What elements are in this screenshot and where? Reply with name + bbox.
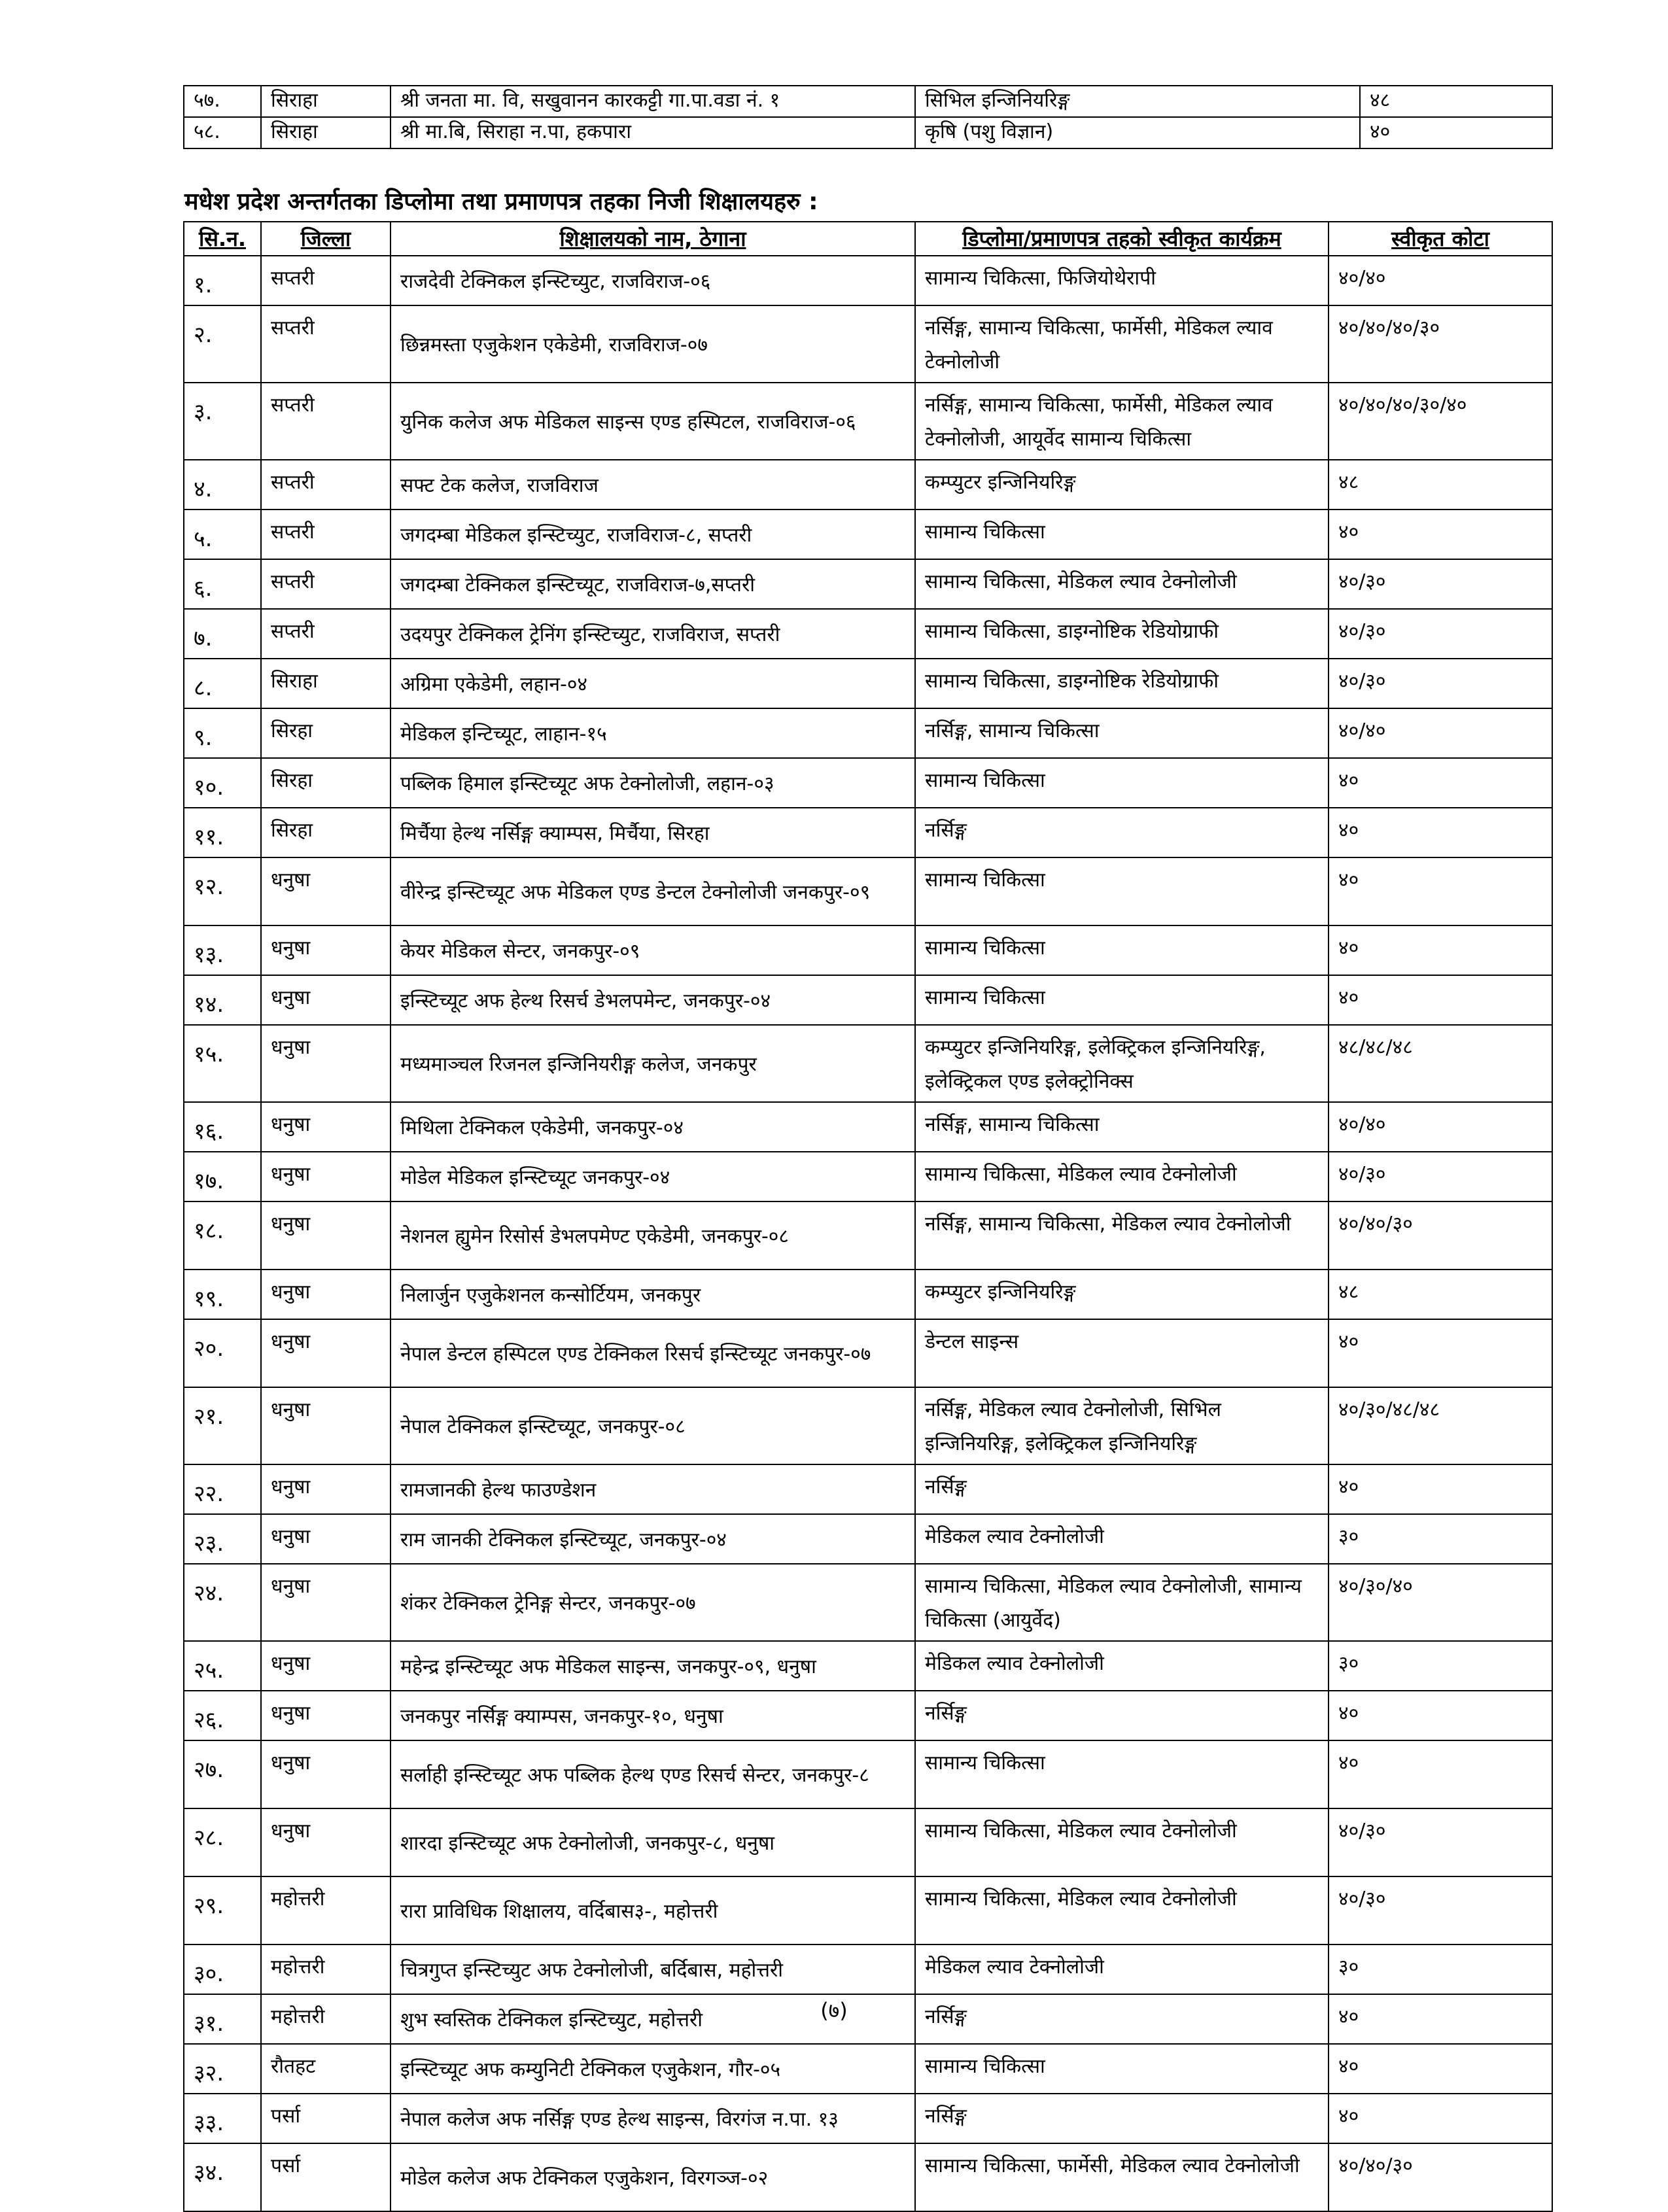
cell-quota: ४० (1329, 510, 1552, 559)
cell-quota: ४०/३० (1329, 1808, 1552, 1876)
cell-quota: ४० (1329, 2044, 1552, 2094)
cell-program: सामान्य चिकित्सा, फिजियोथेरापी (915, 256, 1329, 305)
cell-quota: ४८ (1329, 460, 1552, 510)
cell-district: सिरहा (261, 708, 391, 758)
cell-name: छिन्नमस्ता एजुकेशन एकेडेमी, राजविराज-०७ (391, 305, 915, 383)
cell-quota: ४८/४८/४८ (1329, 1025, 1552, 1102)
table-row (184, 117, 1552, 148)
cell-district: धनुषा (261, 925, 391, 975)
table-row (184, 708, 1552, 758)
cell-sn: ३३. (184, 2094, 261, 2143)
cell-name: शारदा इन्स्टिच्यूट अफ टेक्नोलोजी, जनकपुर-८, धनुषा (391, 1808, 915, 1876)
cell-sn: १३. (184, 925, 261, 975)
cell-district: सप्तरी (261, 305, 391, 383)
cell-program: नर्सिङ्ग, सामान्य चिकित्सा, मेडिकल ल्याव टेक्नोलोजी (915, 1201, 1329, 1270)
cell-quota: ४०/३० (1329, 609, 1552, 659)
table-row (184, 1564, 1552, 1641)
cell-name: महेन्द्र इन्स्टिच्यूट अफ मेडिकल साइन्स, जनकपुर-०९, धनुषा (391, 1641, 915, 1691)
cell-sn: ३०. (184, 1944, 261, 1994)
cell-name: जगदम्बा टेक्निकल इन्स्टिच्यूट, राजविराज-७,सप्तरी (391, 559, 915, 609)
cell-name: अग्रिमा एकेडेमी, लहान-०४ (391, 659, 915, 708)
cell-quota: ४० (1329, 2094, 1552, 2143)
cell-sn: २. (184, 305, 261, 383)
cell-sn: २७. (184, 1740, 261, 1808)
cell-district: सिराहा (261, 86, 391, 117)
cell-sn: १५. (184, 1025, 261, 1102)
table-row (184, 1102, 1552, 1152)
cell-program: सिभिल इन्जिनियरिङ्ग (915, 86, 1360, 117)
cell-sn: ४. (184, 460, 261, 510)
cell-sn: २९. (184, 1876, 261, 1944)
cell-name: मेडिकल इन्टिच्यूट, लाहान-१५ (391, 708, 915, 758)
cell-name: उदयपुर टेक्निकल ट्रेनिंग इन्स्टिच्युट, राजविराज, सप्तरी (391, 609, 915, 659)
cell-quota: ४० (1329, 1994, 1552, 2044)
private-institutions-table (183, 221, 1553, 2212)
table-row (184, 1319, 1552, 1387)
cell-sn: १८. (184, 1201, 261, 1270)
cell-district: धनुषा (261, 1740, 391, 1808)
cell-district: धनुषा (261, 1641, 391, 1691)
cell-quota: ४० (1329, 975, 1552, 1025)
cell-name: श्री जनता मा. वि, सखुवानन कारकट्टी गा.पा.वडा नं. १ (391, 86, 915, 117)
cell-quota: ४० (1329, 1319, 1552, 1387)
cell-program: सामान्य चिकित्सा, डाइग्नोष्टिक रेडियोग्राफी (915, 659, 1329, 708)
cell-sn: २२. (184, 1464, 261, 1514)
cell-name: रारा प्राविधिक शिक्षालय, वर्दिबास३-, महोत्तरी (391, 1876, 915, 1944)
table-row (184, 2094, 1552, 2143)
cell-sn: २१. (184, 1387, 261, 1464)
header-program: डिप्लोमा/प्रमाणपत्र तहको स्वीकृत कार्यक्रम (915, 222, 1329, 256)
cell-program: सामान्य चिकित्सा, फार्मेसी, मेडिकल ल्याव टेक्नोलोजी (915, 2143, 1329, 2211)
cell-program: सामान्य चिकित्सा, डाइग्नोष्टिक रेडियोग्राफी (915, 609, 1329, 659)
table-row (184, 1740, 1552, 1808)
cell-district: महोत्तरी (261, 1944, 391, 1994)
table-row (184, 925, 1552, 975)
continued-table (183, 85, 1553, 149)
cell-program: सामान्य चिकित्सा (915, 758, 1329, 808)
cell-district: सप्तरी (261, 383, 391, 460)
cell-sn: ११. (184, 808, 261, 857)
cell-sn: १. (184, 256, 261, 305)
table-row (184, 659, 1552, 708)
cell-district: महोत्तरी (261, 1994, 391, 2044)
cell-district: रौतहट (261, 2044, 391, 2094)
cell-name: मिथिला टेक्निकल एकेडेमी, जनकपुर-०४ (391, 1102, 915, 1152)
cell-sn: २४. (184, 1564, 261, 1641)
cell-name: युनिक कलेज अफ मेडिकल साइन्स एण्ड हस्पिटल, राजविराज-०६ (391, 383, 915, 460)
continued-table-body (184, 86, 1552, 148)
cell-program: सामान्य चिकित्सा (915, 925, 1329, 975)
cell-district: सिराहा (261, 117, 391, 148)
cell-quota: ४०/३० (1329, 659, 1552, 708)
cell-program: मेडिकल ल्याव टेक्नोलोजी (915, 1514, 1329, 1564)
table-row (184, 857, 1552, 925)
cell-quota: ४० (1329, 857, 1552, 925)
table-row (184, 975, 1552, 1025)
cell-district: धनुषा (261, 1564, 391, 1641)
cell-quota: ४० (1329, 1464, 1552, 1514)
table-row (184, 1387, 1552, 1464)
cell-program: सामान्य चिकित्सा, मेडिकल ल्याव टेक्नोलोजी (915, 559, 1329, 609)
cell-name: जनकपुर नर्सिङ्ग क्याम्पस, जनकपुर-१०, धनुषा (391, 1691, 915, 1740)
cell-name: मोडेल मेडिकल इन्स्टिच्यूट जनकपुर-०४ (391, 1152, 915, 1201)
table-row (184, 383, 1552, 460)
cell-name: नेपाल डेन्टल हस्पिटल एण्ड टेक्निकल रिसर्च इन्स्टिच्यूट जनकपुर-०७ (391, 1319, 915, 1387)
table-row (184, 1876, 1552, 1944)
table-row (184, 2044, 1552, 2094)
table-row (184, 1201, 1552, 1270)
cell-quota: ४०/४०/३० (1329, 2143, 1552, 2211)
table-row (184, 559, 1552, 609)
cell-sn: ५७. (184, 86, 261, 117)
cell-quota: ४८ (1329, 1270, 1552, 1319)
cell-program: कम्प्युटर इन्जिनियरिङ्ग (915, 1270, 1329, 1319)
cell-quota: ४०/३० (1329, 559, 1552, 609)
table-row (184, 1944, 1552, 1994)
cell-quota: ४०/३०/४८/४८ (1329, 1387, 1552, 1464)
cell-quota: ४०/४०/३० (1329, 1201, 1552, 1270)
cell-district: सप्तरी (261, 460, 391, 510)
cell-quota: ४०/४० (1329, 256, 1552, 305)
cell-program: मेडिकल ल्याव टेक्नोलोजी (915, 1944, 1329, 1994)
cell-quota: ४० (1329, 1740, 1552, 1808)
table-row (184, 1270, 1552, 1319)
cell-program: डेन्टल साइन्स (915, 1319, 1329, 1387)
cell-name: निलार्जुन एजुकेशनल कन्सोर्टियम, जनकपुर (391, 1270, 915, 1319)
cell-program: सामान्य चिकित्सा (915, 1740, 1329, 1808)
cell-quota: ४०/४० (1329, 1102, 1552, 1152)
cell-district: पर्सा (261, 2143, 391, 2211)
cell-quota: ४०/३० (1329, 1152, 1552, 1201)
header-row (184, 222, 1552, 256)
cell-district: धनुषा (261, 1025, 391, 1102)
cell-program: सामान्य चिकित्सा, मेडिकल ल्याव टेक्नोलोजी, सामान्य चिकित्सा (आयुर्वेद) (915, 1564, 1329, 1641)
cell-district: धनुषा (261, 1464, 391, 1514)
cell-program: नर्सिङ्ग (915, 1994, 1329, 2044)
cell-name: नेशनल ह्युमेन रिसोर्स डेभलपमेण्ट एकेडेमी, जनकपुर-०८ (391, 1201, 915, 1270)
cell-name: श्री मा.बि, सिराहा न.पा, हकपारा (391, 117, 915, 148)
cell-program: नर्सिङ्ग (915, 808, 1329, 857)
cell-program: नर्सिङ्ग (915, 1464, 1329, 1514)
cell-quota: ४०/३० (1329, 1876, 1552, 1944)
cell-sn: १६. (184, 1102, 261, 1152)
cell-sn: ३४. (184, 2143, 261, 2211)
cell-district: धनुषा (261, 1102, 391, 1152)
cell-program: सामान्य चिकित्सा (915, 975, 1329, 1025)
cell-district: धनुषा (261, 1387, 391, 1464)
table-row (184, 808, 1552, 857)
cell-name: वीरेन्द्र इन्स्टिच्यूट अफ मेडिकल एण्ड डेन्टल टेक्नोलोजी जनकपुर-०९ (391, 857, 915, 925)
cell-district: धनुषा (261, 1691, 391, 1740)
cell-quota: ४० (1329, 808, 1552, 857)
cell-sn: २५. (184, 1641, 261, 1691)
header-name: शिक्षालयको नाम, ठेगाना (391, 222, 915, 256)
cell-sn: १७. (184, 1152, 261, 1201)
section-heading: मधेश प्रदेश अन्तर्गतका डिप्लोमा तथा प्रमाणपत्र तहका निजी शिक्षालयहरु : (184, 188, 818, 215)
cell-sn: ९. (184, 708, 261, 758)
cell-quota: ४८ (1360, 86, 1552, 117)
cell-program: नर्सिङ्ग, सामान्य चिकित्सा, फार्मेसी, मेडिकल ल्याव टेक्नोलोजी (915, 305, 1329, 383)
cell-program: सामान्य चिकित्सा (915, 2044, 1329, 2094)
table-row (184, 1514, 1552, 1564)
table-row (184, 1808, 1552, 1876)
cell-name: राजदेवी टेक्निकल इन्स्टिच्युट, राजविराज-०६ (391, 256, 915, 305)
cell-program: मेडिकल ल्याव टेक्नोलोजी (915, 1641, 1329, 1691)
cell-sn: ३१. (184, 1994, 261, 2044)
cell-district: सिरहा (261, 758, 391, 808)
cell-program: नर्सिङ्ग, सामान्य चिकित्सा (915, 1102, 1329, 1152)
cell-quota: ४०/३०/४० (1329, 1564, 1552, 1641)
cell-district: धनुषा (261, 1319, 391, 1387)
table-row (184, 1464, 1552, 1514)
cell-name: चित्रगुप्त इन्स्टिच्युट अफ टेक्नोलोजी, बर्दिबास, महोत्तरी (391, 1944, 915, 1994)
cell-sn: ८. (184, 659, 261, 708)
table-row (184, 1025, 1552, 1102)
cell-district: धनुषा (261, 1514, 391, 1564)
cell-name: मध्यमाञ्चल रिजनल इन्जिनियरीङ्ग कलेज, जनकपुर (391, 1025, 915, 1102)
cell-sn: ३२. (184, 2044, 261, 2094)
cell-program: नर्सिङ्ग (915, 1691, 1329, 1740)
cell-name: पब्लिक हिमाल इन्स्टिच्यूट अफ टेक्नोलोजी, लहान-०३ (391, 758, 915, 808)
cell-program: सामान्य चिकित्सा, मेडिकल ल्याव टेक्नोलोजी (915, 1808, 1329, 1876)
cell-name: शुभ स्वस्तिक टेक्निकल इन्स्टिच्युट, महोत्तरी (391, 1994, 915, 2044)
cell-sn: १०. (184, 758, 261, 808)
cell-sn: २६. (184, 1691, 261, 1740)
table-row (184, 305, 1552, 383)
cell-sn: १२. (184, 857, 261, 925)
cell-name: सर्लाही इन्स्टिच्यूट अफ पब्लिक हेल्थ एण्ड रिसर्च सेन्टर, जनकपुर-८ (391, 1740, 915, 1808)
cell-name: मिर्चैया हेल्थ नर्सिङ्ग क्याम्पस, मिर्चैया, सिरहा (391, 808, 915, 857)
cell-name: शंकर टेक्निकल ट्रेनिङ्ग सेन्टर, जनकपुर-०७ (391, 1564, 915, 1641)
table-row (184, 460, 1552, 510)
cell-name: रामजानकी हेल्थ फाउण्डेशन (391, 1464, 915, 1514)
table-row (184, 758, 1552, 808)
cell-district: महोत्तरी (261, 1876, 391, 1944)
cell-program: नर्सिङ्ग, सामान्य चिकित्सा, फार्मेसी, मेडिकल ल्याव टेक्नोलोजी, आयूर्वेद सामान्य चिकित्सा (915, 383, 1329, 460)
cell-name: सफ्ट टेक कलेज, राजविराज (391, 460, 915, 510)
table-row (184, 609, 1552, 659)
cell-name: नेपाल टेक्निकल इन्स्टिच्यूट, जनकपुर-०८ (391, 1387, 915, 1464)
cell-district: धनुषा (261, 857, 391, 925)
main-table-body (184, 256, 1552, 2211)
cell-sn: ६. (184, 559, 261, 609)
cell-program: नर्सिङ्ग, सामान्य चिकित्सा (915, 708, 1329, 758)
cell-sn: २०. (184, 1319, 261, 1387)
cell-sn: ३. (184, 383, 261, 460)
cell-sn: ७. (184, 609, 261, 659)
cell-program: कम्प्युटर इन्जिनियरिङ्ग (915, 460, 1329, 510)
header-sn: सि.न. (184, 222, 261, 256)
cell-program: कृषि (पशु विज्ञान) (915, 117, 1360, 148)
cell-name: केयर मेडिकल सेन्टर, जनकपुर-०९ (391, 925, 915, 975)
cell-quota: ४० (1329, 758, 1552, 808)
table-row (184, 1691, 1552, 1740)
cell-quota: ४०/४०/४०/३०/४० (1329, 383, 1552, 460)
cell-sn: १९. (184, 1270, 261, 1319)
cell-district: धनुषा (261, 975, 391, 1025)
cell-name: राम जानकी टेक्निकल इन्स्टिच्यूट, जनकपुर-०४ (391, 1514, 915, 1564)
cell-program: कम्प्युटर इन्जिनियरिङ्ग, इलेक्ट्रिकल इन्जिनियरिङ्ग, इलेक्ट्रिकल एण्ड इलेक्ट्रोनिक्स (915, 1025, 1329, 1102)
cell-name: जगदम्बा मेडिकल इन्स्टिच्युट, राजविराज-८, सप्तरी (391, 510, 915, 559)
cell-program: नर्सिङ्ग, मेडिकल ल्याव टेक्नोलोजी, सिभिल इन्जिनियरिङ्ग, इलेक्ट्रिकल इन्जिनियरिङ्ग (915, 1387, 1329, 1464)
cell-quota: ३० (1329, 1944, 1552, 1994)
cell-district: सिराहा (261, 659, 391, 708)
cell-district: धनुषा (261, 1270, 391, 1319)
header-quota: स्वीकृत कोटा (1329, 222, 1552, 256)
header-district: जिल्ला (261, 222, 391, 256)
cell-sn: ५. (184, 510, 261, 559)
cell-district: धनुषा (261, 1201, 391, 1270)
cell-district: धनुषा (261, 1152, 391, 1201)
cell-name: नेपाल कलेज अफ नर्सिङ्ग एण्ड हेल्थ साइन्स, विरगंज न.पा. १३ (391, 2094, 915, 2143)
table-row (184, 86, 1552, 117)
cell-quota: ४०/४० (1329, 708, 1552, 758)
cell-program: सामान्य चिकित्सा (915, 510, 1329, 559)
table-row (184, 256, 1552, 305)
cell-district: सप्तरी (261, 609, 391, 659)
cell-name: इन्स्टिच्यूट अफ हेल्थ रिसर्च डेभलपमेन्ट, जनकपुर-०४ (391, 975, 915, 1025)
table-row (184, 510, 1552, 559)
cell-district: सप्तरी (261, 256, 391, 305)
cell-quota: ४० (1329, 925, 1552, 975)
cell-district: धनुषा (261, 1808, 391, 1876)
cell-program: सामान्य चिकित्सा, मेडिकल ल्याव टेक्नोलोजी (915, 1876, 1329, 1944)
cell-program: नर्सिङ्ग (915, 2094, 1329, 2143)
cell-quota: ४०/४०/४०/३० (1329, 305, 1552, 383)
cell-district: सिरहा (261, 808, 391, 857)
cell-sn: ५८. (184, 117, 261, 148)
cell-quota: ४० (1360, 117, 1552, 148)
cell-district: पर्सा (261, 2094, 391, 2143)
cell-district: सप्तरी (261, 510, 391, 559)
cell-quota: ३० (1329, 1514, 1552, 1564)
cell-name: मोडेल कलेज अफ टेक्निकल एजुकेशन, विरगञ्ज-०२ (391, 2143, 915, 2211)
cell-sn: १४. (184, 975, 261, 1025)
cell-quota: ४० (1329, 1691, 1552, 1740)
cell-program: सामान्य चिकित्सा, मेडिकल ल्याव टेक्नोलोजी (915, 1152, 1329, 1201)
cell-district: सप्तरी (261, 559, 391, 609)
cell-sn: २३. (184, 1514, 261, 1564)
cell-program: सामान्य चिकित्सा (915, 857, 1329, 925)
cell-sn: २८. (184, 1808, 261, 1876)
cell-name: इन्स्टिच्यूट अफ कम्युनिटी टेक्निकल एजुकेशन, गौर-०५ (391, 2044, 915, 2094)
cell-quota: ३० (1329, 1641, 1552, 1691)
table-row (184, 1152, 1552, 1201)
table-row (184, 1641, 1552, 1691)
page-number: (७) (820, 1998, 848, 2023)
table-row (184, 2143, 1552, 2211)
